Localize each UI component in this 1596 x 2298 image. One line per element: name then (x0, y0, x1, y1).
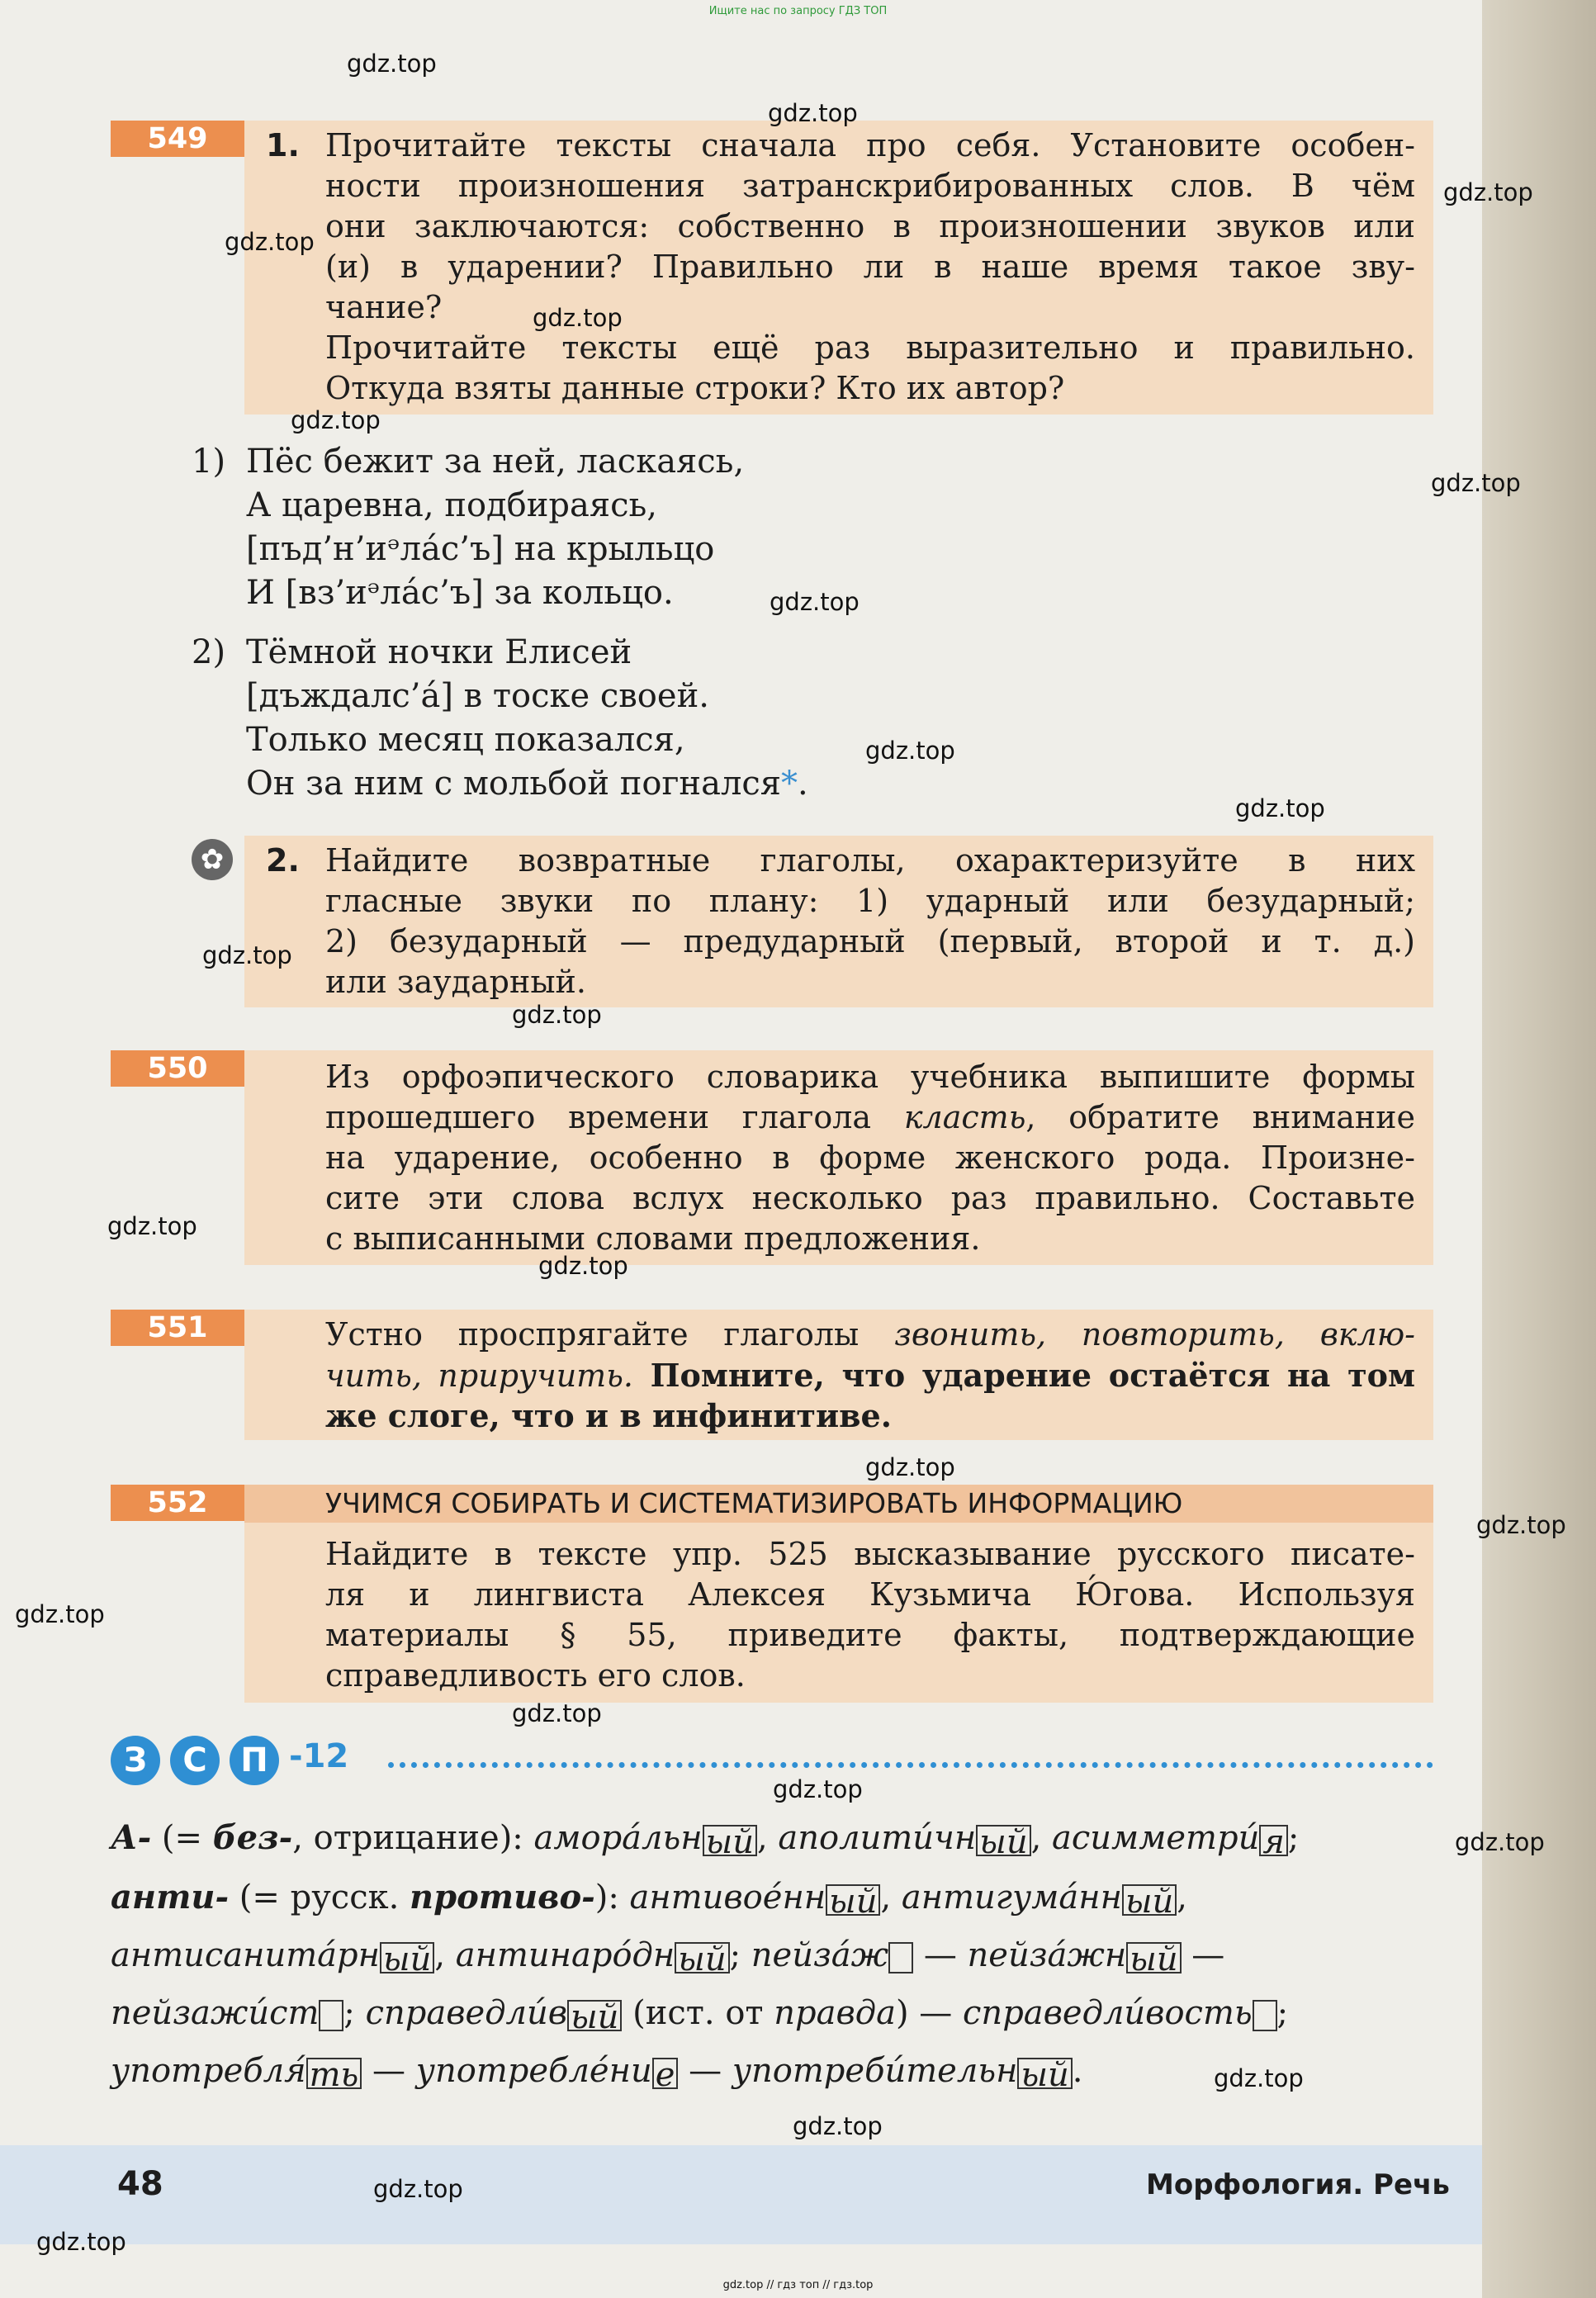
ending-box: ый (567, 2000, 622, 2031)
sep: (ист. от (622, 1994, 774, 2032)
prefix: без- (212, 1818, 293, 1857)
word: асимметри́ (1052, 1819, 1260, 1857)
word: пейза́ж (751, 1936, 889, 1974)
ending-box: ый (1126, 1942, 1181, 1973)
task1-number: 1. (266, 127, 300, 163)
ex551-line (325, 1315, 1415, 1355)
ex551-line (325, 1355, 1415, 1396)
prefix: анти- (111, 1878, 230, 1917)
watermark: gdz.top (512, 1001, 602, 1029)
vocab-row-5 (111, 2049, 1083, 2092)
page-number: 48 (117, 2165, 163, 2203)
bottom-banner: gdz.top // гдз топ // гдз.top (722, 2279, 874, 2291)
task2-line: или заударный. (325, 964, 586, 1000)
empty-ending-box (1253, 2000, 1277, 2031)
task1-line: они заключаются: собственно в произношении звуков или (325, 208, 1415, 244)
ending-box: ый (1122, 1884, 1177, 1916)
ex550-line: Из орфоэпического словарика учебника выпишите формы (325, 1059, 1415, 1095)
text: прошедшего времени глагола (325, 1099, 904, 1135)
poem2-number: 2) (192, 633, 226, 671)
exercise-550-number: 550 (111, 1050, 244, 1087)
task1-line: ности произношения затранскрибированных слов. В чём (325, 168, 1415, 204)
vocab-row-1 (111, 1817, 1299, 1860)
watermark: gdz.top (1443, 178, 1533, 206)
watermark: gdz.top (107, 1212, 197, 1240)
sep: . (1072, 2052, 1083, 2090)
word: правда (774, 1994, 896, 2032)
text: , обратите внимание (1025, 1099, 1415, 1135)
ending-box: ть (306, 2058, 362, 2089)
ending-box: ый (826, 1884, 880, 1916)
poem1-number: 1) (192, 443, 226, 481)
sep: , (1177, 1879, 1187, 1917)
watermark: gdz.top (373, 2175, 463, 2203)
poem-line: Он за ним с мольбой погнался*. (246, 765, 808, 803)
italic-words: звонить, повторить, вклю- (894, 1316, 1415, 1353)
task2-line: Найдите возвратные глаголы, охарактеризуйте в них (325, 842, 1415, 879)
word: амора́льн (533, 1819, 703, 1857)
word: употребля́ (111, 2052, 306, 2090)
text: (= русск. (229, 1879, 410, 1917)
task1-line: Прочитайте тексты ещё раз выразительно и правильно. (325, 329, 1415, 366)
italic-words: чить, приручить. (325, 1357, 633, 1394)
flower-icon: ✿ (192, 839, 233, 880)
page-edge (1482, 0, 1596, 2298)
watermark: gdz.top (773, 1775, 863, 1803)
watermark: gdz.top (1431, 469, 1521, 497)
ending-box: е (652, 2058, 679, 2089)
ex550-line (325, 1097, 1415, 1138)
text: , отрицание): (292, 1819, 534, 1857)
word: справедли́в (365, 1994, 568, 2032)
ex552-line: материалы § 55, приведите факты, подтверждающие (325, 1617, 1415, 1653)
watermark: gdz.top (1455, 1828, 1545, 1856)
ending-box: ый (675, 1942, 729, 1973)
task1-line: чание? (325, 289, 443, 325)
sep: ) — (895, 1994, 964, 2032)
ex550-line: на ударение, особенно в форме женского рода. Произне- (325, 1140, 1415, 1176)
watermark: gdz.top (865, 1453, 955, 1481)
ending-box: я (1259, 1825, 1287, 1856)
poem-line-text: Он за ним с мольбой погнался (246, 765, 781, 803)
watermark: gdz.top (291, 406, 381, 434)
sep: , (756, 1819, 779, 1857)
sep: ; (1276, 1994, 1289, 2032)
poem-line: [пъд’н’иᵊла́с’ъ] на крыльцо (246, 530, 715, 568)
text: ): (594, 1879, 630, 1917)
ending-box: ый (976, 1825, 1030, 1856)
vocab-row-3 (111, 1934, 1224, 1977)
word: антигума́нн (901, 1879, 1122, 1917)
footnote-asterisk: * (781, 765, 798, 803)
watermark: gdz.top (533, 304, 623, 332)
exercise-552-number: 552 (111, 1485, 244, 1521)
prefix: А- (111, 1818, 152, 1857)
watermark: gdz.top (225, 228, 315, 256)
exercise-551-number: 551 (111, 1310, 244, 1346)
sep: , (880, 1879, 902, 1917)
word: употребле́ни (415, 2052, 652, 2090)
top-banner: Ищите нас по запросу ГДЗ ТОП (708, 5, 888, 17)
word: справедли́вость (963, 1994, 1253, 2032)
ex552-line: ля и лингвиста Алексея Кузьмича Ю́гова. Используя (325, 1576, 1415, 1613)
ex550-line: с выписанными словами предложения. (325, 1220, 981, 1257)
ex551-line: же слоге, что и в инфинитиве. (325, 1397, 892, 1434)
watermark: gdz.top (865, 737, 955, 765)
sep: ; (729, 1936, 751, 1974)
prefix: противо- (410, 1878, 595, 1917)
sep: , (1030, 1819, 1053, 1857)
sep: — (1181, 1936, 1225, 1974)
zsp-number: -12 (289, 1737, 349, 1775)
poem-line: Пёс бежит за ней, ласкаясь, (246, 443, 745, 481)
ending-box: ый (703, 1825, 757, 1856)
bold-rule: Помните, что ударение остаётся на том (632, 1357, 1415, 1394)
vocab-row-4 (111, 1992, 1288, 2035)
sep: — (913, 1936, 968, 1974)
task2-line: гласные звуки по плану: 1) ударный или безударный; (325, 883, 1415, 919)
word: употреби́тельн (732, 2052, 1018, 2090)
sep: — (678, 2052, 732, 2090)
sep: ; (1287, 1819, 1300, 1857)
word: антисанита́рн (111, 1936, 380, 1974)
task1-line: Прочитайте тексты сначала про себя. Установите особен- (325, 127, 1415, 163)
dotted-divider (388, 1762, 1433, 1768)
task1-line: Откуда взяты данные строки? Кто их автор? (325, 370, 1065, 406)
exercise-549-number: 549 (111, 121, 244, 157)
word: пейза́жн (967, 1936, 1127, 1974)
sep: — (362, 2052, 416, 2090)
empty-ending-box (319, 2000, 343, 2031)
word: антинаро́дн (455, 1936, 675, 1974)
task2-number: 2. (266, 842, 300, 879)
watermark: gdz.top (15, 1600, 105, 1628)
vocab-row-2 (111, 1876, 1187, 1919)
watermark: gdz.top (1235, 794, 1325, 822)
ex552-line: Найдите в тексте упр. 525 высказывание русского писате- (325, 1536, 1415, 1572)
sep: , (434, 1936, 456, 1974)
watermark: gdz.top (347, 50, 437, 78)
watermark: gdz.top (202, 941, 292, 969)
ending-box: ый (1017, 2058, 1072, 2089)
exercise-552-topic: УЧИМСЯ СОБИРАТЬ И СИСТЕМАТИЗИРОВАТЬ ИНФОРМАЦИЮ (244, 1485, 1433, 1523)
word: антивое́нн (629, 1879, 826, 1917)
watermark: gdz.top (1214, 2064, 1304, 2092)
watermark: gdz.top (538, 1252, 628, 1280)
zsp-letter-p: П (230, 1736, 279, 1785)
watermark: gdz.top (768, 99, 858, 127)
italic-word: класть (903, 1099, 1026, 1135)
ex550-line: сите эти слова вслух несколько раз правильно. Составьте (325, 1180, 1415, 1216)
watermark: gdz.top (793, 2112, 883, 2140)
poem-line: [дъждалс’а́] в тоске своей. (246, 677, 709, 715)
task2-line: 2) безударный — предударный (первый, второй и т. д.) (325, 923, 1415, 959)
poem-line: А царевна, подбираясь, (246, 486, 658, 524)
poem-line: Тёмной ночки Елисей (246, 633, 632, 671)
text: (= (151, 1819, 213, 1857)
text: Устно проспрягайте глаголы (325, 1316, 895, 1353)
zsp-letter-s: С (170, 1736, 220, 1785)
section-title: Морфология. Речь (1146, 2168, 1450, 2201)
word: аполити́чн (778, 1819, 977, 1857)
watermark: gdz.top (36, 2228, 126, 2256)
ex552-line: справедливость его слов. (325, 1657, 746, 1694)
watermark: gdz.top (1476, 1511, 1566, 1539)
sep: ; (343, 1994, 366, 2032)
ending-box: ый (380, 1942, 434, 1973)
poem-line: Только месяц показался, (246, 721, 685, 759)
zsp-letter-z: З (111, 1736, 160, 1785)
task1-line: (и) в ударении? Правильно ли в наше время такое зву- (325, 249, 1415, 285)
watermark: gdz.top (770, 588, 860, 616)
word: пейзажи́ст (111, 1994, 320, 2032)
watermark: gdz.top (512, 1699, 602, 1727)
empty-ending-box (888, 1942, 913, 1973)
poem-line: И [вз’иᵊла́с’ъ] за кольцо. (246, 574, 674, 612)
